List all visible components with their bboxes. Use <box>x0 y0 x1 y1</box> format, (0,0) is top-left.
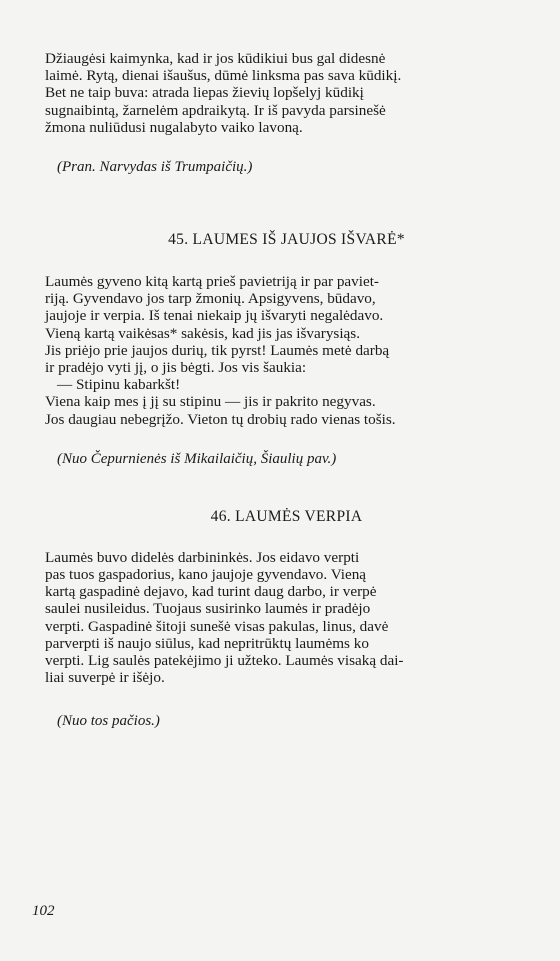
intro-paragraph <box>45 50 528 136</box>
story-45-source: (Nuo Čepurnienės iš Mikailaičių, Šiaulių pav.) <box>57 450 337 467</box>
text-line: saulei nusileidus. Tuojaus susirinko laumės ir pradėjo <box>45 600 371 618</box>
text-line: Jos daugiau nebegrįžo. Vieton tų drobių rado vienas tošis. <box>45 410 396 428</box>
dialog-line: — Stipinu kabarkšt! <box>57 376 181 394</box>
page-number: 102 <box>32 903 55 919</box>
text-line: Vieną kartą vaikėsas* sakėsis, kad jis jas išvarysiąs. <box>45 324 360 342</box>
text-line: Bet ne taip buva: atrada liepas žievių lopšelyj kūdikį <box>45 84 364 102</box>
text-line: Džiaugėsi kaimynka, kad ir jos kūdikiui bus gal didesnė <box>45 50 386 67</box>
text-line: Viena kaip mes į jį su stipinu — jis ir pakrito negyvas. <box>45 393 376 411</box>
page-content <box>45 50 528 730</box>
text-line: parverpti iš naujo siūlus, kad nepritrūktų laumėms ko <box>45 634 369 652</box>
text-line: verpti. Lig saulės patekėjimo ji užteko. Laumės visaką dai- <box>45 652 404 670</box>
text-line: ir pradėjo vyti jį, o jis bėgti. Jos vis šaukia: <box>45 359 307 377</box>
story-46-title: 46. LAUMĖS VERPIA <box>210 507 363 525</box>
story-45-title: 45. LAUMES IŠ JAUJOS IŠVARĖ* <box>168 231 405 249</box>
text-line: Laumės buvo didelės darbininkės. Jos eidavo verpti <box>45 548 360 566</box>
text-line: sugnaibintą, žarnelėm apdraikytą. Ir iš pavyda parsinešė <box>45 101 386 119</box>
story-46-body <box>45 549 528 687</box>
text-line: verpti. Gaspadinė šitoji sunešė visas pakulas, linus, davė <box>45 617 389 635</box>
text-line: laimė. Rytą, dienai išaušus, dūmė linksma pas sava kūdikį. <box>45 67 402 85</box>
story-46-source: (Nuo tos pačios.) <box>57 713 160 730</box>
text-line: Jis priėjo prie jaujos durių, tik pyrst! Laumės metė darbą <box>45 341 390 359</box>
text-line: jaujoje ir verpia. Iš tenai niekaip jų išvaryti negalėdavo. <box>45 307 384 325</box>
text-line: Laumės gyveno kitą kartą prieš pavietriją ir par paviet- <box>45 273 379 291</box>
story-45-body <box>45 273 528 428</box>
text-line: žmona nuliūdusi nugalabyto vaiko lavoną. <box>45 118 303 136</box>
intro-source: (Pran. Narvydas iš Trumpaičių.) <box>57 159 253 176</box>
text-line: kartą gaspadinė dejavo, kad turint daug darbo, ir verpė <box>45 583 377 601</box>
text-line: pas tuos gaspadorius, kano jaujoje gyvendavo. Vieną <box>45 566 367 584</box>
text-line: riją. Gyvendavo jos tarp žmonių. Apsigyvens, būdavo, <box>45 290 376 308</box>
text-line: liai suverpė ir išėjo. <box>45 669 165 687</box>
